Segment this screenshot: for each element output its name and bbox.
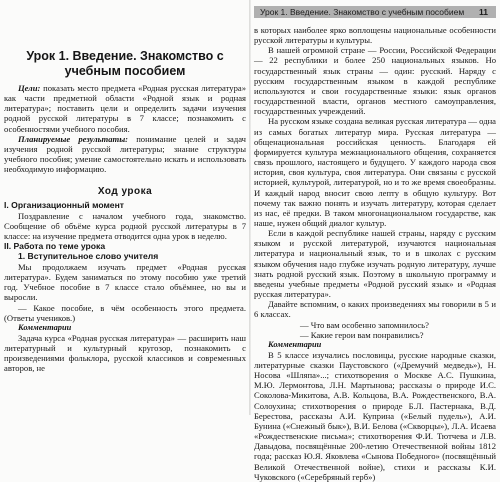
right-page-body (254, 25, 496, 482)
lesson-title-block (4, 49, 246, 79)
comments-label-left: Комментарии (18, 322, 72, 332)
right-paragraph-4: Если в каждой республике нашей страны, наряду с русским языком и русской литературой, изучаются национальная литература и национальный язык, то и в школах с русским языком обучения надо глубже изучать родную литературу, лучше знать родной русский язык. Поэтому в школьную программу и введены учебные предметы «Родной русский язык» и «Родная русская литература». (254, 228, 496, 300)
right-paragraph-3: На русском языке создана великая русская литература — одна из самых богатых литератур мира. Русская литература — общенациональная российская ценность. Благодаря ей формируется культура межнационального общения, сохраняется связь прошлого, настоящего и будущего. У каждого народа своя история, своя культура, своя литература. Они связаны с русской историей, культурой, литературой, но и то же время своеобразны. И каждый народ вносит свою лепту в общую культуру. Вот почему так важно понять и изучать литературу, которая сделает из нас, её предки. В таком многонациональном государстве, как наше, нужен общий диалог культур. (254, 116, 496, 228)
question-1: — Какое пособие, в чём особенность этого предмета. (Ответы учеников.) (4, 302, 246, 323)
right-paragraph-6: В 5 классе изучались пословицы, русские народные сказки, литературные сказки Паустовского («Дремучий медведь»), Н. Носова «Шляпа»...; стихотворения о Москве А.С. Пушкина, М.Ю. Лермонтова, Л.Н. Мартынова; рассказы о природе И.С. Соколова-Микитова, А.В. Кольцова, В.А. Рождественского, В.А. Солоухина; стихотворения о природе Б.Л. Пастернака, В.Д. Берестова, рассказы А.И. Куприна («Белый пудель»), А.И. Бунина («Снежный бык»), В.И. Белова («Скворцы»), Л.А. Исаева «Рождественские письма»; стихотворения Ф.И. Тютчева и Л.В. Давыдова, посвящённые 200-летию Отечественной войны 1812 года; рассказ Ю.Я. Яковлева «Сынова Победного» (посвящённый Великой Отечественной войне), стихи и рассказы К.И. Чуковского («Серебряный герб») (254, 349, 496, 482)
comments-text-left: Задача курса «Родная русская литература» — расширить наш литературный и культурный кругозор, познакомить с произведениями фольклора, русской классиков и современных авторов, не (4, 332, 246, 374)
lesson-intro (4, 83, 246, 174)
right-paragraph-1: в которых наиболее ярко воплощены национальные особенности русской литературы и культуры. (254, 25, 496, 46)
goal-label: Цели: (18, 83, 41, 93)
running-header (254, 6, 496, 18)
results-paragraph (4, 134, 246, 175)
lesson-title: Урок 1. Введение. Знакомство с учебным пособием (26, 49, 224, 78)
goal-text: показать место предмета «Родная русская литература» как части предметной области «Родной язык и родная литература»; поставить цели и определить задачи изучения родной русской литературы в 7 классе; познакомить с особенностями учебного пособия. (4, 83, 246, 134)
course-block (4, 185, 246, 374)
right-question-1: — Что вам особенно запомнилось? (300, 319, 429, 330)
right-question-2: — Какие герои вам понравились? (300, 329, 424, 340)
right-paragraph-2: В нашей огромной стране — России, Российской Федерации — 22 республики и более 250 национальных языков. Но государственный язык страны — один: русский. Наряду с русским государственным языком в каждой республике используются и свои государственные языки: язык органов государственной власти, органов местного самоуправления, государственных учреждений. (254, 45, 496, 117)
section-1-text: Поздравление с началом учебного года, знакомство. Сообщение об объёме курса родной русской литературы в 7 классе: на изучение предмета отводится одна урок в неделю. (4, 210, 246, 241)
right-page (250, 0, 500, 482)
results-label: Планируемые результаты: (18, 133, 129, 144)
running-header-text: Урок 1. Введение. Знакомство с учебным пособием (260, 7, 465, 17)
goal-paragraph (4, 83, 246, 134)
course-heading: Ход урока (97, 186, 153, 197)
right-paragraph-5: Давайте вспомним, о каких произведениях мы говорили в 5 и 6 классах. (254, 299, 496, 320)
page-number: 11 (479, 7, 488, 17)
subsection-1-heading: 1. Вступительное слово учителя (18, 251, 159, 262)
subsection-1-text: Мы продолжаем изучать предмет «Родная русская литература». Будем заниматься по этому пособию уже третий год. Учебное пособие в 7 классе стало объёмнее, но вы и выросли. (4, 261, 246, 303)
results-text: понимание целей и задач изучения родной русской литературы; знание структуры учебного пособия; умение самостоятельно искать и использовать необходимую информацию. (4, 133, 246, 175)
comments-label-right: Комментарии (268, 339, 322, 349)
section-2-heading: II. Работа по теме урока (4, 240, 106, 251)
section-1-heading: I. Организационный момент (4, 200, 124, 210)
left-page (0, 0, 250, 415)
